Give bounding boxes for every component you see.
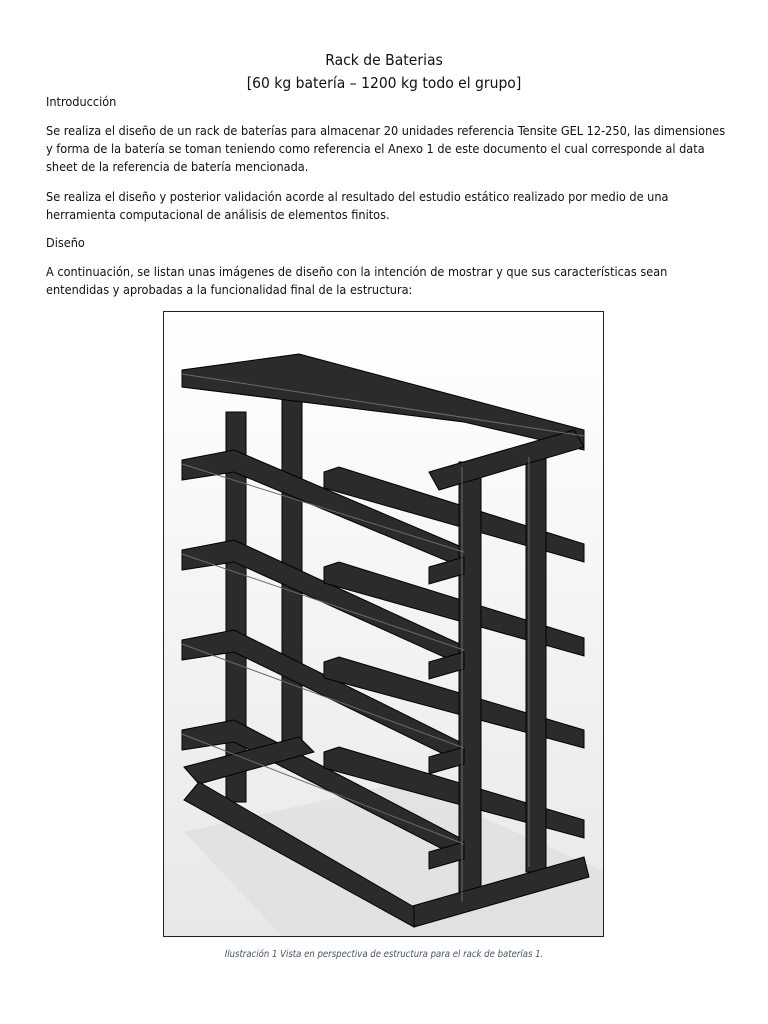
paragraph-intro: Se realiza el diseño de un rack de baterías para almacenar 20 unidades referencia Tensite GEL 12-250, las dimensiones y forma de la batería se toman teniendo como referencia el Anexo 1 de este documento el cual corresponde al data sheet de la referencia de batería mencionada. [46,123,726,174]
heading-introduccion: Introducción [46,94,117,109]
document-title [0,49,768,95]
battery-rack-illustration [164,312,604,937]
title-line-2: [60 kg batería – 1200 kg todo el grupo] [246,74,522,92]
figure-caption: Ilustración 1 Vista en perspectiva de estructura para el rack de baterías 1. [224,949,544,960]
paragraph-design-intro: A continuación, se listan unas imágenes de diseño con la intención de mostrar y que sus características sean entendidas y aprobadas a la funcionalidad final de la estructura: [46,264,668,297]
title-line-1: Rack de Baterias [325,51,443,69]
heading-diseno: Diseño [46,235,85,250]
rack-figure [163,311,604,937]
paragraph-validation: Se realiza el diseño y posterior validación acorde al resultado del estudio estático realizado por medio de una herramienta computacional de análisis de elementos finitos. [46,189,669,222]
